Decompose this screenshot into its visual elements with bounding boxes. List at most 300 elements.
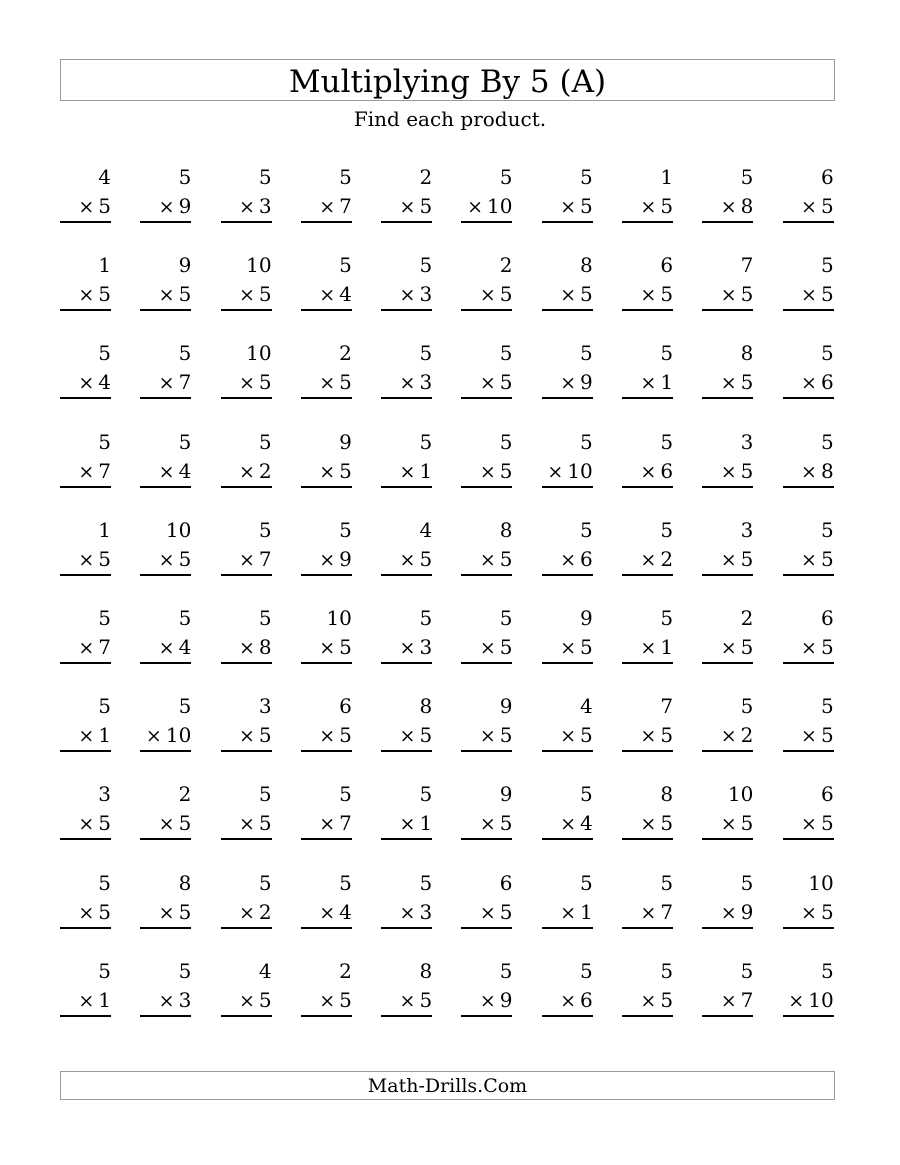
multiplier-row (60, 457, 111, 488)
times-sign: × (238, 636, 255, 659)
multiplier: 5 (740, 634, 754, 659)
multiplicand: 5 (178, 341, 192, 366)
times-sign: × (319, 460, 336, 483)
multiplier: 5 (98, 899, 111, 924)
multiplier: 7 (98, 458, 111, 483)
instructions: Find each product. (353, 107, 547, 131)
multiplier-row (461, 192, 512, 223)
multiplicand: 5 (660, 341, 674, 366)
multiplicand: 5 (820, 517, 834, 542)
multiplier-row (542, 721, 593, 752)
times-sign: × (319, 901, 336, 924)
problem-85 (381, 869, 432, 957)
times-sign: × (158, 284, 175, 307)
problem-22 (140, 339, 191, 427)
times-sign: × (720, 284, 737, 307)
times-sign: × (547, 460, 564, 483)
multiplicand: 9 (339, 429, 352, 454)
multiplier: 5 (580, 194, 593, 218)
times-sign: × (640, 636, 657, 659)
multiplier-row (622, 986, 673, 1017)
times-sign: × (399, 636, 416, 659)
multiplier-row (221, 633, 272, 664)
multiplier: 2 (740, 723, 754, 748)
multiplier-row (542, 192, 593, 223)
times-sign: × (640, 725, 657, 748)
multiplicand: 5 (258, 429, 272, 454)
multiplicand: 5 (339, 517, 352, 542)
multiplier-row (622, 721, 673, 752)
problem-76 (461, 780, 512, 868)
multiplier: 8 (258, 634, 272, 659)
multiplicand: 7 (740, 253, 754, 278)
multiplicand: 4 (98, 165, 111, 189)
problem-37 (542, 428, 593, 516)
times-sign: × (640, 813, 657, 836)
multiplier: 6 (820, 370, 834, 395)
multiplier-row (622, 633, 673, 664)
times-sign: × (78, 284, 95, 307)
multiplier: 5 (660, 194, 674, 218)
times-sign: × (479, 636, 496, 659)
problem-99 (702, 957, 753, 1045)
multiplier: 5 (178, 282, 192, 307)
multiplicand: 8 (499, 517, 513, 542)
times-sign: × (479, 372, 496, 395)
multiplier-row (221, 368, 272, 399)
multiplicand: 8 (660, 782, 674, 807)
multiplicand: 5 (820, 253, 834, 278)
problem-67 (542, 692, 593, 780)
multiplier-row (301, 898, 352, 929)
times-sign: × (238, 196, 255, 218)
problem-18 (622, 251, 673, 339)
multiplier: 9 (740, 899, 754, 924)
multiplicand: 5 (419, 605, 433, 630)
multiplier-row (381, 280, 432, 311)
multiplier: 7 (339, 811, 352, 836)
problem-53 (221, 604, 272, 692)
multiplicand: 5 (98, 341, 111, 366)
times-sign: × (560, 548, 577, 571)
multiplier-row (60, 280, 111, 311)
problem-66 (461, 692, 512, 780)
multiplicand: 7 (660, 694, 674, 719)
multiplicand: 8 (740, 341, 754, 366)
multiplicand: 8 (580, 253, 593, 278)
times-sign: × (467, 196, 484, 218)
multiplier-row (783, 368, 834, 399)
multiplier: 5 (740, 370, 754, 395)
problem-21 (60, 339, 111, 427)
times-sign: × (640, 460, 657, 483)
multiplier-row (381, 545, 432, 576)
multiplier-row (60, 986, 111, 1017)
multiplier-row (140, 986, 191, 1017)
problem-43 (221, 516, 272, 604)
times-sign: × (238, 813, 255, 836)
times-sign: × (399, 460, 416, 483)
problem-84 (301, 869, 352, 957)
multiplier: 5 (820, 546, 834, 571)
problem-20 (783, 251, 834, 339)
times-sign: × (78, 196, 95, 218)
times-sign: × (158, 989, 175, 1012)
multiplier-row (301, 368, 352, 399)
multiplicand: 2 (499, 253, 513, 278)
problem-12 (140, 251, 191, 339)
multiplier: 5 (499, 634, 513, 659)
problem-63 (221, 692, 272, 780)
multiplicand: 5 (178, 694, 192, 719)
multiplicand: 2 (419, 165, 433, 189)
multiplier: 7 (258, 546, 272, 571)
multiplicand: 5 (660, 958, 674, 983)
times-sign: × (145, 725, 162, 748)
multiplier-row (221, 986, 272, 1017)
multiplier-row (783, 457, 834, 488)
multiplier: 5 (499, 370, 513, 395)
multiplier: 5 (499, 546, 513, 571)
multiplier: 5 (499, 282, 513, 307)
times-sign: × (640, 901, 657, 924)
multiplier: 5 (178, 899, 192, 924)
multiplier: 5 (98, 546, 111, 571)
multiplicand: 9 (499, 694, 513, 719)
problem-83 (221, 869, 272, 957)
times-sign: × (158, 548, 175, 571)
multiplicand: 5 (580, 782, 593, 807)
multiplier: 5 (660, 723, 674, 748)
times-sign: × (78, 725, 95, 748)
multiplier-row (702, 721, 753, 752)
multiplier-row (221, 898, 272, 929)
multiplicand: 10 (808, 870, 834, 895)
multiplicand: 5 (580, 870, 593, 895)
times-sign: × (158, 636, 175, 659)
problem-59 (702, 604, 753, 692)
times-sign: × (399, 196, 416, 218)
multiplier: 5 (258, 723, 272, 748)
problem-73 (221, 780, 272, 868)
multiplicand: 5 (740, 165, 754, 189)
multiplier-row (622, 545, 673, 576)
multiplier: 5 (580, 723, 593, 748)
multiplicand: 5 (499, 429, 513, 454)
multiplicand: 10 (326, 605, 352, 630)
times-sign: × (479, 989, 496, 1012)
multiplier-row (702, 898, 753, 929)
multiplicand: 5 (98, 605, 111, 630)
multiplier: 3 (178, 987, 192, 1012)
multiplier-row (301, 545, 352, 576)
multiplier-row (301, 721, 352, 752)
multiplier: 7 (740, 987, 754, 1012)
multiplicand: 3 (740, 517, 754, 542)
multiplicand: 5 (740, 958, 754, 983)
problem-30 (783, 339, 834, 427)
multiplicand: 2 (178, 782, 192, 807)
problem-10 (783, 163, 834, 251)
multiplier: 5 (419, 546, 433, 571)
problem-92 (140, 957, 191, 1045)
multiplier: 5 (419, 194, 433, 218)
multiplier-row (542, 633, 593, 664)
problem-64 (301, 692, 352, 780)
times-sign: × (479, 548, 496, 571)
multiplier: 4 (178, 458, 192, 483)
multiplier: 5 (499, 811, 513, 836)
problem-86 (461, 869, 512, 957)
times-sign: × (399, 548, 416, 571)
multiplier-row (381, 192, 432, 223)
multiplier: 5 (820, 811, 834, 836)
multiplier: 5 (740, 458, 754, 483)
times-sign: × (720, 636, 737, 659)
multiplicand: 8 (178, 870, 192, 895)
times-sign: × (801, 460, 817, 483)
problem-4 (301, 163, 352, 251)
times-sign: × (801, 284, 817, 307)
problem-24 (301, 339, 352, 427)
multiplier-row (542, 545, 593, 576)
times-sign: × (78, 813, 95, 836)
multiplicand: 5 (339, 165, 352, 189)
problem-95 (381, 957, 432, 1045)
times-sign: × (158, 196, 175, 218)
multiplier-row (702, 368, 753, 399)
multiplicand: 5 (258, 517, 272, 542)
multiplier: 5 (820, 282, 834, 307)
multiplier-row (783, 280, 834, 311)
multiplier-row (140, 457, 191, 488)
times-sign: × (560, 372, 577, 395)
times-sign: × (319, 636, 336, 659)
multiplicand: 1 (660, 165, 674, 189)
multiplier-row (381, 633, 432, 664)
problem-grid (60, 163, 835, 1045)
problem-25 (381, 339, 432, 427)
multiplier: 5 (820, 723, 834, 748)
multiplier-row (301, 280, 352, 311)
problem-52 (140, 604, 191, 692)
multiplier: 5 (580, 282, 593, 307)
multiplier-row (221, 457, 272, 488)
times-sign: × (78, 901, 95, 924)
multiplier: 3 (419, 899, 433, 924)
multiplier: 7 (660, 899, 674, 924)
multiplier: 5 (499, 723, 513, 748)
multiplier-row (221, 809, 272, 840)
multiplicand: 5 (740, 870, 754, 895)
multiplier-row (381, 898, 432, 929)
multiplier-row (140, 545, 191, 576)
times-sign: × (720, 725, 737, 748)
multiplicand: 6 (499, 870, 513, 895)
multiplicand: 4 (258, 958, 272, 983)
times-sign: × (801, 196, 817, 218)
problem-5 (381, 163, 432, 251)
multiplier: 5 (178, 546, 192, 571)
problem-88 (622, 869, 673, 957)
multiplier-row (622, 457, 673, 488)
problem-6 (461, 163, 512, 251)
problem-56 (461, 604, 512, 692)
multiplier: 5 (258, 811, 272, 836)
times-sign: × (479, 901, 496, 924)
multiplicand: 5 (499, 165, 513, 189)
times-sign: × (319, 813, 336, 836)
problem-50 (783, 516, 834, 604)
multiplier-row (702, 457, 753, 488)
times-sign: × (640, 284, 657, 307)
multiplier: 5 (98, 282, 111, 307)
multiplicand: 5 (258, 165, 272, 189)
multiplier: 5 (820, 194, 834, 218)
multiplicand: 5 (740, 694, 754, 719)
times-sign: × (238, 460, 255, 483)
multiplier: 5 (580, 634, 593, 659)
problem-87 (542, 869, 593, 957)
multiplier: 9 (178, 194, 192, 218)
multiplier: 5 (178, 811, 192, 836)
multiplier: 5 (499, 458, 513, 483)
multiplier: 5 (740, 546, 754, 571)
multiplier-row (702, 809, 753, 840)
multiplier: 4 (339, 282, 352, 307)
problem-28 (622, 339, 673, 427)
problem-3 (221, 163, 272, 251)
problem-58 (622, 604, 673, 692)
multiplicand: 5 (258, 870, 272, 895)
multiplier-row (140, 809, 191, 840)
multiplier: 3 (419, 634, 433, 659)
multiplicand: 5 (499, 605, 513, 630)
multiplier-row (702, 633, 753, 664)
problem-74 (301, 780, 352, 868)
multiplier-row (60, 898, 111, 929)
multiplier: 2 (258, 458, 272, 483)
times-sign: × (479, 284, 496, 307)
problem-45 (381, 516, 432, 604)
multiplier-row (301, 633, 352, 664)
problem-65 (381, 692, 432, 780)
multiplicand: 4 (580, 694, 593, 719)
multiplier: 3 (419, 282, 433, 307)
multiplier-row (461, 633, 512, 664)
problem-57 (542, 604, 593, 692)
problem-61 (60, 692, 111, 780)
times-sign: × (238, 725, 255, 748)
problem-27 (542, 339, 593, 427)
multiplier: 5 (660, 811, 674, 836)
multiplicand: 5 (258, 605, 272, 630)
problem-70 (783, 692, 834, 780)
multiplicand: 10 (727, 782, 754, 807)
times-sign: × (479, 725, 496, 748)
problem-94 (301, 957, 352, 1045)
multiplier-row (542, 986, 593, 1017)
multiplicand: 4 (419, 517, 433, 542)
multiplier-row (542, 809, 593, 840)
problem-69 (702, 692, 753, 780)
problem-40 (783, 428, 834, 516)
multiplicand: 6 (660, 253, 674, 278)
multiplier: 9 (499, 987, 513, 1012)
multiplier-row (783, 809, 834, 840)
multiplier-row (140, 368, 191, 399)
problem-78 (622, 780, 673, 868)
times-sign: × (479, 460, 496, 483)
problem-79 (702, 780, 753, 868)
times-sign: × (399, 725, 416, 748)
multiplier: 7 (339, 194, 352, 218)
problem-29 (702, 339, 753, 427)
multiplier: 5 (339, 634, 352, 659)
multiplicand: 5 (660, 605, 674, 630)
multiplicand: 1 (98, 517, 111, 542)
multiplicand: 5 (178, 429, 192, 454)
multiplier: 2 (258, 899, 272, 924)
problem-9 (702, 163, 753, 251)
multiplier: 10 (567, 458, 593, 483)
times-sign: × (78, 636, 95, 659)
times-sign: × (560, 284, 577, 307)
multiplier: 5 (660, 987, 674, 1012)
multiplier: 6 (580, 987, 593, 1012)
multiplier-row (381, 457, 432, 488)
problem-77 (542, 780, 593, 868)
multiplier: 5 (258, 987, 272, 1012)
times-sign: × (801, 636, 817, 659)
times-sign: × (319, 196, 336, 218)
multiplicand: 5 (419, 870, 433, 895)
multiplier-row (461, 898, 512, 929)
times-sign: × (158, 372, 175, 395)
page-title: Multiplying By 5 (A) (288, 63, 607, 100)
multiplicand: 5 (580, 517, 593, 542)
multiplier-row (381, 721, 432, 752)
multiplier: 5 (339, 370, 352, 395)
times-sign: × (801, 372, 817, 395)
multiplier-row (461, 280, 512, 311)
multiplicand: 3 (258, 694, 272, 719)
multiplier-row (301, 986, 352, 1017)
multiplier-row (622, 280, 673, 311)
multiplier-row (783, 545, 834, 576)
times-sign: × (399, 901, 416, 924)
multiplicand: 5 (178, 165, 192, 189)
multiplier: 9 (580, 370, 593, 395)
times-sign: × (560, 636, 577, 659)
multiplicand: 6 (820, 165, 834, 189)
multiplier: 5 (258, 370, 272, 395)
problem-60 (783, 604, 834, 692)
multiplier-row (461, 368, 512, 399)
times-sign: × (560, 725, 577, 748)
multiplicand: 2 (339, 958, 352, 983)
problem-47 (542, 516, 593, 604)
problem-35 (381, 428, 432, 516)
multiplicand: 5 (580, 958, 593, 983)
times-sign: × (801, 725, 817, 748)
times-sign: × (720, 813, 737, 836)
multiplier: 5 (740, 282, 754, 307)
problem-71 (60, 780, 111, 868)
multiplier-row (461, 457, 512, 488)
multiplier-row (221, 280, 272, 311)
times-sign: × (399, 813, 416, 836)
